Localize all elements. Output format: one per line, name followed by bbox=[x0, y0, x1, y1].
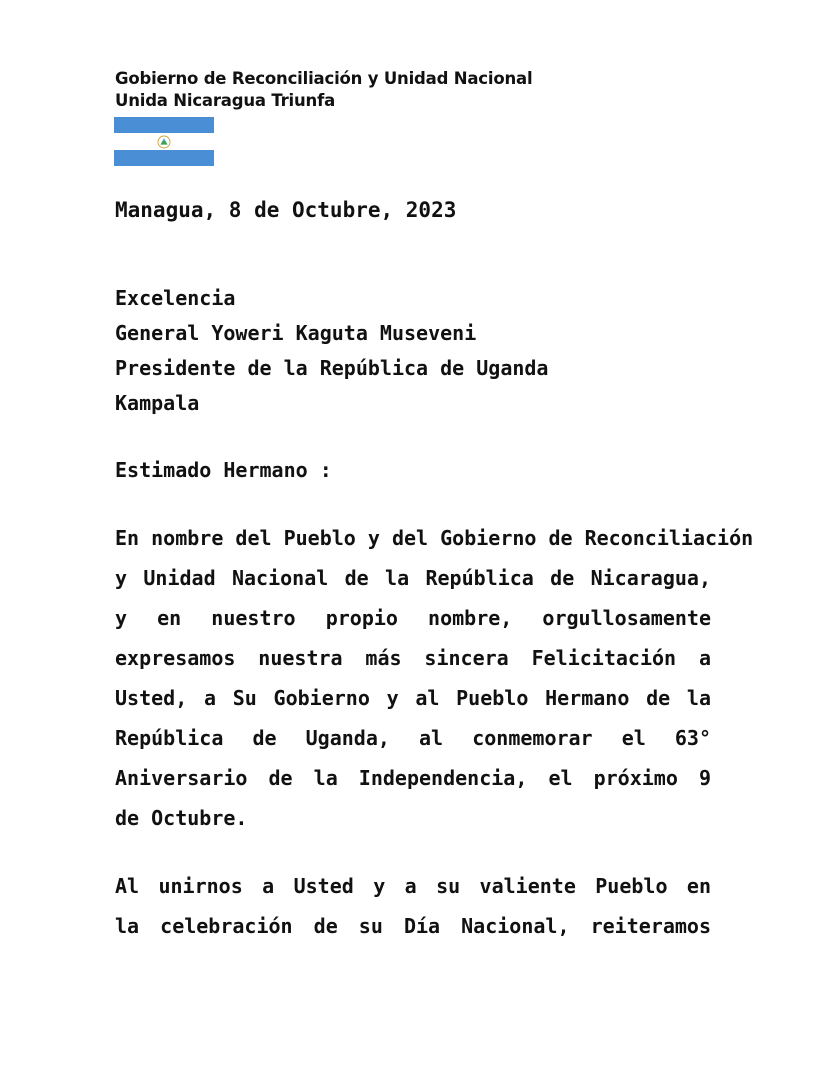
paragraph-congratulations bbox=[115, 525, 754, 845]
flag-bottom-band bbox=[114, 150, 214, 166]
letter-date: Managua, 8 de Octubre, 2023 bbox=[115, 198, 457, 222]
flag-top-band bbox=[114, 117, 214, 133]
recipient-block bbox=[115, 285, 548, 425]
paragraph-celebration bbox=[115, 873, 711, 953]
recipient-city: Kampala bbox=[115, 391, 200, 415]
paragraph-line: En nombre del Pueblo y del Gobierno de Reconciliación bbox=[115, 526, 754, 550]
paragraph-line: República de Uganda, al conmemorar el 63° bbox=[115, 726, 711, 750]
government-name: Gobierno de Reconciliación y Unidad Nacional bbox=[115, 69, 533, 88]
recipient-position: Presidente de la República de Uganda bbox=[115, 356, 549, 380]
government-header bbox=[115, 68, 532, 112]
paragraph-line: Aniversario de la Independencia, el próximo 9 bbox=[115, 766, 711, 790]
paragraph-line: la celebración de su Día Nacional, reiteramos bbox=[115, 914, 711, 938]
paragraph-line: y Unidad Nacional de la República de Nicaragua, bbox=[115, 566, 711, 590]
recipient-name: General Yoweri Kaguta Museveni bbox=[115, 321, 477, 345]
coat-of-arms-icon bbox=[157, 135, 171, 149]
government-slogan: Unida Nicaragua Triunfa bbox=[115, 91, 336, 110]
paragraph-line: de Octubre. bbox=[115, 806, 248, 830]
paragraph-line: y en nuestro propio nombre, orgullosamente bbox=[115, 606, 711, 630]
nicaragua-flag-icon bbox=[114, 117, 214, 166]
paragraph-line: Al unirnos a Usted y a su valiente Pueblo en bbox=[115, 874, 711, 898]
salutation: Estimado Hermano : bbox=[115, 458, 332, 482]
paragraph-line: Usted, a Su Gobierno y al Pueblo Hermano de la bbox=[115, 686, 711, 710]
paragraph-line: expresamos nuestra más sincera Felicitación a bbox=[115, 646, 711, 670]
recipient-title: Excelencia bbox=[115, 286, 236, 310]
